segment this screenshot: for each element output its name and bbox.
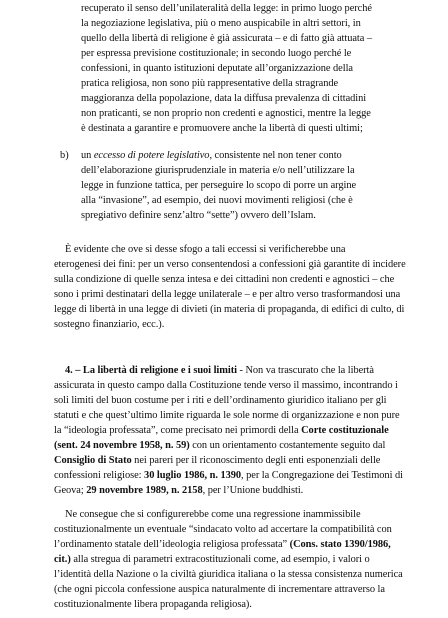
text-line: soli limiti del buon costume per i riti e dell’ordinamento giuridico italiano per gli bbox=[54, 395, 387, 406]
text-line: la negoziazione legislativa, più o meno auspicabile in altri settori, in bbox=[81, 18, 361, 29]
text-line: sostegno finanziario, ecc.). bbox=[54, 319, 165, 330]
text-line: assicurata in questo campo dalla Costituzione tende verso il massimo, incontrando i bbox=[54, 380, 398, 391]
section-heading: 4. – La libertà di religione e i suoi limiti bbox=[65, 365, 237, 376]
text-line: maggioranza della popolazione, data la diffusa prevalenza di cittadini bbox=[81, 93, 367, 104]
text-line: non praticanti, se non proprio non credenti e agnostici, mentre la legge bbox=[81, 108, 371, 119]
text-line: è destinata a garantire e promuovere anche la libertà di questi ultimi; bbox=[81, 123, 363, 134]
text-line: legge di libertà in una legge di divieti (in materia di propaganda, di edifici di culto, di bbox=[54, 304, 405, 315]
list-marker: b) bbox=[60, 150, 69, 161]
text-line: (sent. 24 novembre 1958, n. 59) con un orientamento costantemente seguito dal bbox=[54, 440, 386, 451]
text-line: (che ogni piccola confessione auspica naturalmente di incrementare attraverso la bbox=[54, 584, 385, 595]
text-line: Geova; 29 novembre 1989, n. 2158, per l’Unione buddhisti. bbox=[54, 485, 304, 496]
text-line: confessioni, in quanto istituzioni deputate all’organizzazione della bbox=[81, 63, 353, 74]
text-line: sono i primi destinatari della legge unilaterale – e per altro verso trasformandosi una bbox=[54, 289, 401, 300]
emphasis-text: eccesso di potere legislativo bbox=[93, 150, 210, 161]
text-line: dell’elaborazione giurisprudenziale in materia e/o nell’utilizzare la bbox=[81, 165, 355, 176]
text-line: sulla condizione di quelle senza intesa e dei cittadini non credenti e agnostici – che bbox=[54, 274, 395, 285]
text-line: statuti e che quest’ultimo limite riguarda le sole norme di organizzazione e non pure bbox=[54, 410, 400, 421]
text-line: costituzionalmente un eventuale “sindacato volto ad accertare la compatibilità con bbox=[54, 524, 392, 535]
text-line: l’ordinamento statale dell’ideologia religiosa professata” (Cons. stato 1390/1986, bbox=[54, 539, 391, 550]
text-line: È evidente che ove si desse sfogo a tali eccessi si verificherebbe una bbox=[65, 244, 346, 255]
text-line: quello della libertà di religione è già assicurata – e di fatto già attuata – bbox=[81, 33, 373, 44]
text-line: pratica religiosa, non sono più rappresentative della stragrande bbox=[81, 78, 339, 89]
text-line: spregiativo definire senz’altro “sette”) ovvero dell’Islam. bbox=[81, 210, 316, 221]
text-line: 4. – La libertà di religione e i suoi limiti - Non va trascurato che la libertà bbox=[65, 365, 374, 376]
text-line: Consiglio di Stato nei pareri per il riconoscimento degli enti esponenziali delle bbox=[54, 455, 381, 466]
text-line: alla “invasione”, ad esempio, dei nuovi movimenti religiosi (che è bbox=[81, 195, 353, 206]
text-line: eterogenesi dei fini: per un verso consentendosi a confessioni già garantite di incidere bbox=[54, 259, 406, 270]
text-line: confessioni religiose: 30 luglio 1986, n. 1390, per la Congregazione dei Testimoni di bbox=[54, 470, 403, 481]
text-line: la “ideologia professata”, come precisato nei primordi della Corte costituzionale bbox=[54, 425, 389, 436]
text-line: l’identità della Nazione o la civiltà giuridica italiana o la stessa consistenza numerica bbox=[54, 569, 403, 580]
text-line: Ne consegue che si configurerebbe come una regressione inammissibile bbox=[65, 509, 361, 520]
text-line: un eccesso di potere legislativo, consistente nel non tener conto bbox=[81, 150, 342, 161]
text-line: costituzionalmente libera propaganda religiosa). bbox=[54, 599, 252, 610]
text-line: legge in funzione tattica, per perseguire lo scopo di porre un argine bbox=[81, 180, 357, 191]
text-line: recuperato il senso dell’unilateralità della legge: in primo luogo perché bbox=[81, 3, 372, 14]
text-line: cit.) alla stregua di parametri extracostituzionali come, ad esempio, i valori o bbox=[54, 554, 370, 565]
text-line: per espressa previsione costituzionale; in secondo luogo perché le bbox=[81, 48, 352, 59]
